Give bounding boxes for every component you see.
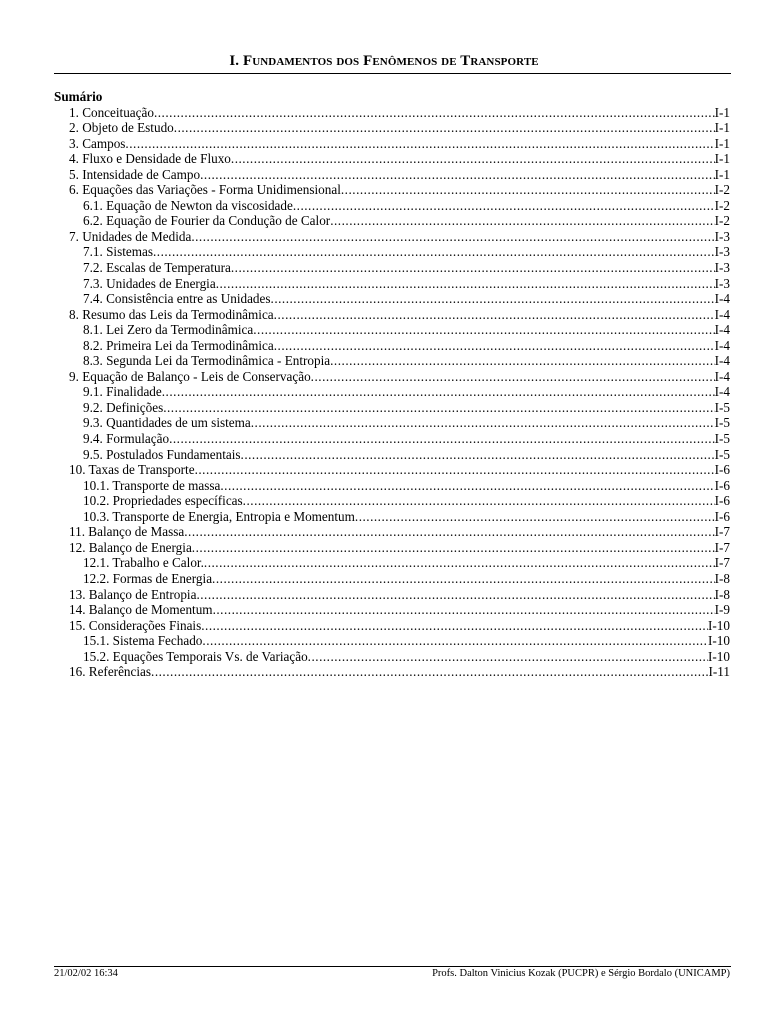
toc-entry-label: 12. Balanço de Energia [69,539,192,555]
toc-dot-leader [311,369,715,385]
toc-entry[interactable] [54,602,730,618]
toc-entry-label: 12.1. Trabalho e Calor. [83,555,204,571]
toc-entry-page: I-4 [714,322,730,338]
toc-entry-label: 9.4. Formulação [83,431,170,447]
toc-dot-leader [241,447,715,463]
toc-entry-page: I-8 [714,586,730,602]
toc-dot-leader [201,618,708,634]
toc-dot-leader [243,493,715,509]
toc-entry-page: I-1 [714,135,730,151]
toc-entry[interactable] [54,400,730,416]
toc-entry[interactable] [54,649,730,665]
toc-dot-leader [162,384,715,400]
toc-entry-page: I-4 [714,291,730,307]
toc-dot-leader [274,338,715,354]
toc-entry[interactable] [54,524,730,540]
toc-entry[interactable] [54,260,730,276]
toc-entry-page: I-3 [714,260,730,276]
toc-dot-leader [204,555,715,571]
toc-entry[interactable] [54,353,730,369]
toc-entry-page: I-4 [714,384,730,400]
toc-entry-page: I-3 [714,228,730,244]
toc-entry[interactable] [54,493,730,509]
toc-entry-label: 16. Referências [69,664,152,680]
toc-entry-label: 2. Objeto de Estudo [69,120,174,136]
toc-dot-leader [251,415,715,431]
toc-entry-label: 11. Balanço de Massa [69,524,185,540]
toc-entry-label: 15. Considerações Finais [69,617,202,633]
toc-entry-label: 3. Campos [69,135,126,151]
toc-entry[interactable] [54,276,730,292]
toc-entry-label: 15.2. Equações Temporais Vs. de Variação [83,648,308,664]
toc-dot-leader [213,602,715,618]
toc-entry-label: 7.1. Sistemas [83,244,153,260]
toc-entry-page: I-5 [714,446,730,462]
toc-entry-page: I-6 [714,462,730,478]
toc-entry[interactable] [54,229,730,245]
toc-entry-page: I-8 [714,570,730,586]
toc-entry-label: 7.2. Escalas de Temperatura [83,260,231,276]
toc-entry[interactable] [54,571,730,587]
toc-entry-label: 7.3. Unidades de Energia [83,275,216,291]
toc-entry[interactable] [54,587,730,603]
toc-entry-label: 12.2. Formas de Energia [83,570,213,586]
toc-entry[interactable] [54,307,730,323]
toc-entry-page: I-1 [714,104,730,120]
toc-dot-leader [184,524,714,540]
toc-entry[interactable] [54,447,730,463]
toc-entry[interactable] [54,322,730,338]
toc-entry[interactable] [54,120,730,136]
toc-entry-label: 9.1. Finalidade [83,384,162,400]
toc-dot-leader [195,462,715,478]
toc-entry-page: I-3 [714,275,730,291]
toc-entry-label: 9.5. Postulados Fundamentais [83,446,241,462]
toc-dot-leader [231,151,715,167]
toc-entry-label: 6.2. Equação de Fourier da Condução de Calor [83,213,331,229]
toc-list [54,105,730,680]
toc-entry[interactable] [54,338,730,354]
toc-entry-page: I-11 [708,664,730,680]
toc-dot-leader [355,509,715,525]
table-of-contents [54,89,730,680]
toc-dot-leader [191,229,714,245]
toc-entry[interactable] [54,105,730,121]
toc-entry-page: I-10 [708,648,730,664]
toc-dot-leader [308,649,708,665]
toc-dot-leader [274,307,715,323]
toc-entry[interactable] [54,415,730,431]
toc-entry[interactable] [54,431,730,447]
toc-entry-page: I-4 [714,353,730,369]
toc-entry-page: I-3 [714,244,730,260]
toc-entry-label: 10.1. Transporte de massa [83,477,221,493]
toc-dot-leader [196,587,714,603]
toc-entry-label: 8.3. Segunda Lei da Termodinâmica - Entropia [83,353,331,369]
page-title-text: I. Fundamentos dos Fenômenos de Transporte [229,53,539,69]
toc-entry[interactable] [54,478,730,494]
toc-entry[interactable] [54,462,730,478]
toc-entry-page: I-1 [714,120,730,136]
toc-entry-label: 8.1. Lei Zero da Termodinâmica [83,322,254,338]
toc-dot-leader [192,540,715,556]
toc-entry-page: I-2 [714,182,730,198]
footer-authors: Profs. Dalton Vinicius Kozak (PUCPR) e Sérgio Bordalo (UNICAMP) [432,968,730,979]
toc-entry[interactable] [54,540,730,556]
toc-entry-label: 8.2. Primeira Lei da Termodinâmica [83,337,274,353]
toc-entry-label: 5. Intensidade de Campo [69,166,201,182]
toc-entry-page: I-6 [714,477,730,493]
toc-entry[interactable] [54,244,730,260]
toc-dot-leader [154,105,715,121]
toc-entry-label: 6.1. Equação de Newton da viscosidade [83,197,293,213]
toc-entry-page: I-9 [714,602,730,618]
toc-entry[interactable] [54,509,730,525]
title-divider [54,73,731,74]
toc-entry-label: 10. Taxas de Transporte [69,462,195,478]
toc-entry[interactable] [54,182,730,198]
toc-entry-page: I-5 [714,431,730,447]
toc-entry[interactable] [54,167,730,183]
toc-entry-label: 9. Equação de Balanço - Leis de Conservação [69,368,311,384]
toc-entry-page: I-4 [714,368,730,384]
toc-entry-label: 8. Resumo das Leis da Termodinâmica [69,306,274,322]
toc-entry-label: 7.4. Consistência entre as Unidades [83,291,271,307]
toc-entry-page: I-2 [714,213,730,229]
toc-entry-page: I-4 [714,337,730,353]
toc-entry-page: I-2 [714,197,730,213]
toc-entry[interactable] [54,633,730,649]
toc-entry-page: I-10 [708,617,730,633]
toc-dot-leader [174,120,715,136]
toc-entry-page: I-6 [714,508,730,524]
toc-dot-leader [253,322,714,338]
toc-entry-page: I-4 [714,306,730,322]
toc-dot-leader [220,478,714,494]
toc-dot-leader [271,291,715,307]
toc-entry-label: 9.2. Definições [83,399,164,415]
toc-dot-leader [200,167,715,183]
toc-entry[interactable] [54,618,730,634]
toc-entry-label: 9.3. Quantidades de um sistema [83,415,251,431]
toc-entry-page: I-1 [714,151,730,167]
toc-entry-label: 4. Fluxo e Densidade de Fluxo [69,151,231,167]
toc-dot-leader [163,400,714,416]
toc-entry-label: 10.2. Propriedades específicas [83,493,243,509]
footer-date: 21/02/02 16:34 [54,968,118,979]
toc-entry-page: I-1 [714,166,730,182]
toc-dot-leader [202,633,708,649]
toc-entry[interactable] [54,198,730,214]
toc-entry[interactable] [54,151,730,167]
toc-entry-label: 15.1. Sistema Fechado [83,633,203,649]
toc-dot-leader [151,664,708,680]
toc-dot-leader [216,276,715,292]
toc-entry[interactable] [54,291,730,307]
toc-dot-leader [153,244,715,260]
toc-entry[interactable] [54,213,730,229]
toc-entry-label: 1. Conceituação [69,104,154,120]
toc-entry[interactable] [54,136,730,152]
toc-dot-leader [231,260,715,276]
toc-entry-label: 13. Balanço de Entropia [69,586,197,602]
toc-entry-page: I-7 [714,555,730,571]
toc-entry[interactable] [54,555,730,571]
toc-entry[interactable] [54,664,730,680]
toc-heading: Sumário [54,89,103,104]
toc-entry-page: I-7 [714,539,730,555]
toc-entry-page: I-5 [714,415,730,431]
toc-dot-leader [212,571,715,587]
toc-dot-leader [330,353,714,369]
toc-dot-leader [341,182,715,198]
toc-dot-leader [293,198,715,214]
toc-entry-label: 14. Balanço de Momentum [69,602,213,618]
toc-dot-leader [330,213,714,229]
toc-entry-page: I-7 [714,524,730,540]
toc-entry-page: I-6 [714,493,730,509]
toc-entry-label: 10.3. Transporte de Energia, Entropia e Momentum [83,508,355,524]
toc-dot-leader [169,431,715,447]
toc-dot-leader [125,136,714,152]
toc-entry-label: 6. Equações das Variações - Forma Unidimensional [69,182,341,198]
toc-entry[interactable] [54,369,730,385]
toc-entry-page: I-5 [714,399,730,415]
toc-entry-page: I-10 [708,633,730,649]
toc-entry-label: 7. Unidades de Medida [69,228,192,244]
page-title [0,53,768,70]
footer-divider [54,966,731,967]
toc-entry[interactable] [54,384,730,400]
